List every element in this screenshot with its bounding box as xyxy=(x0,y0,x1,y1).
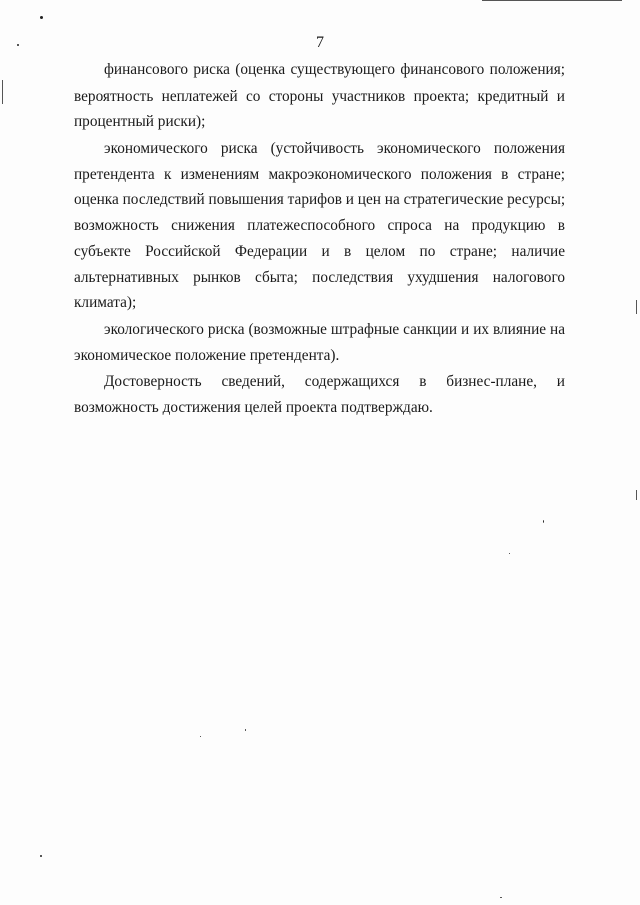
text-line: финансового риска (оценка существующего финансового положения; xyxy=(104,61,565,78)
text-line: экономическое положение претендента). xyxy=(74,347,340,364)
scan-speck xyxy=(40,855,42,857)
left-edge-mark xyxy=(2,80,3,104)
scan-speck xyxy=(245,729,246,731)
text-line: вероятность неплатежей со стороны участников проекта; кредитный и xyxy=(74,88,565,105)
text-line: альтернативных рынков сбыта; последствия ухудшения налогового xyxy=(74,269,565,286)
text-line: оценка последствий повышения тарифов и цен на стратегические ресурсы; xyxy=(74,191,566,208)
text-line: экологического риска (возможные штрафные санкции и их влияние на xyxy=(104,321,565,338)
text-line: возможность снижения платежеспособного спроса на продукцию в xyxy=(74,217,565,234)
scan-speck xyxy=(40,16,43,19)
text-line: субъекте Российской Федерации и в целом по стране; наличие xyxy=(74,243,565,260)
text-line: возможность достижения целей проекта подтверждаю. xyxy=(74,399,433,416)
text-line: климата); xyxy=(74,294,137,311)
text-line: Достоверность сведений, содержащихся в бизнес-плане, и xyxy=(104,373,565,390)
text-line: экономического риска (устойчивость экономического положения xyxy=(104,140,565,157)
right-edge-mark-lower xyxy=(636,490,637,500)
scan-speck xyxy=(543,520,544,523)
scan-speck xyxy=(500,897,502,898)
scan-speck xyxy=(509,553,510,554)
text-line: претендента к изменениям макроэкономического положения в стране; xyxy=(74,166,565,183)
text-line: процентный риски); xyxy=(74,113,206,130)
page-number: 7 xyxy=(316,34,324,51)
right-edge-mark xyxy=(636,300,637,314)
top-edge-mark xyxy=(482,0,622,1)
scan-speck xyxy=(200,736,201,737)
